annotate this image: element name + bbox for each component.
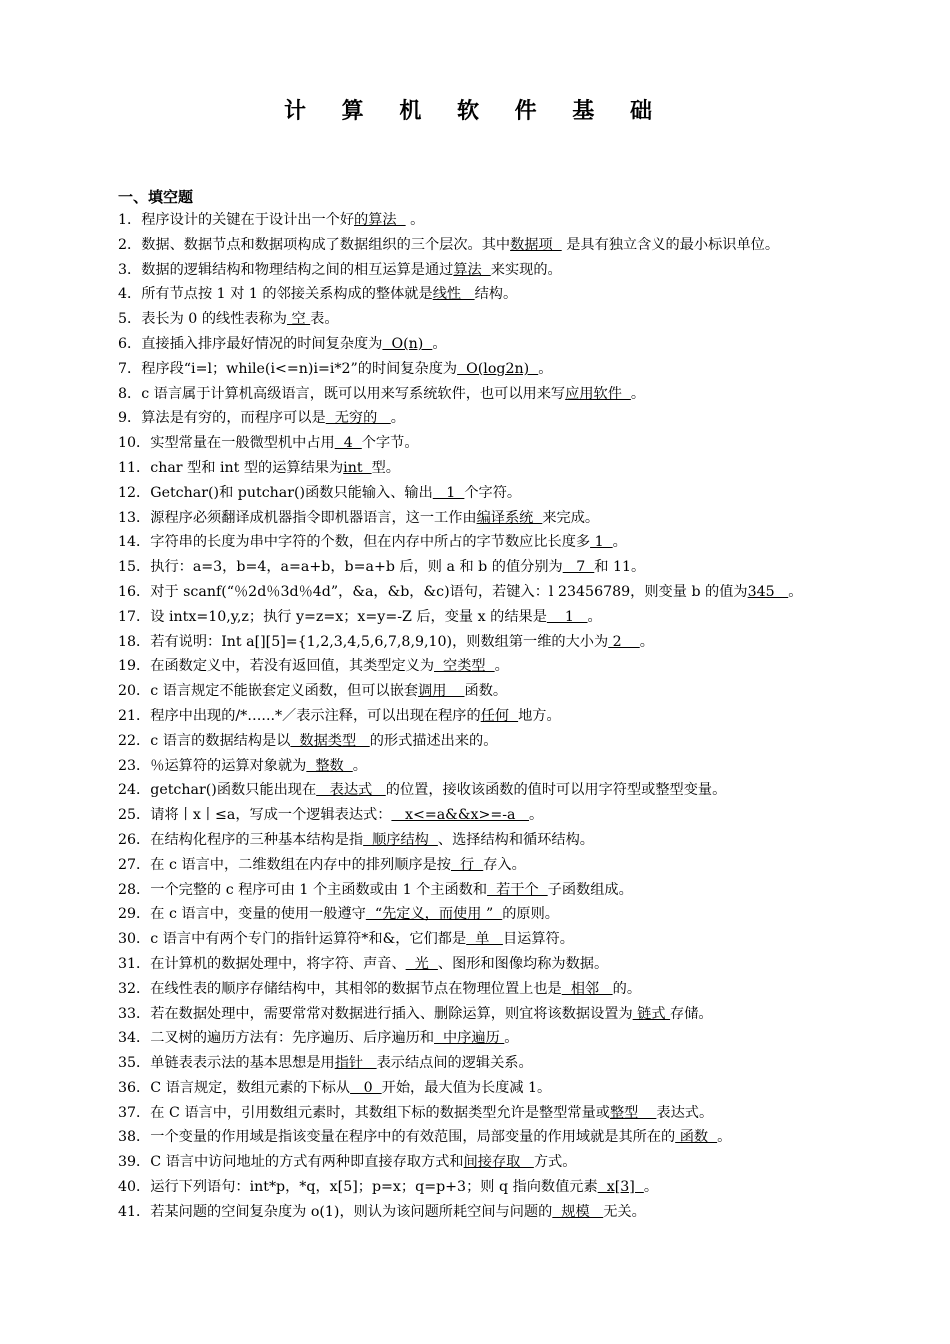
question-number: 7． — [118, 360, 142, 377]
answer-blank: 相邻 — [561, 980, 613, 997]
question-text: 若某问题的空间复杂度为 o(1)，则认为该问题所耗空间与问题的 — [150, 1203, 553, 1220]
question-text-after: 。 — [529, 807, 544, 824]
question-item — [118, 853, 834, 878]
question-item — [118, 952, 834, 977]
question-number: 14． — [118, 534, 151, 551]
question-text-after: 。 — [612, 534, 627, 551]
question-text-after: 、图形和图像均称为数据。 — [437, 955, 609, 972]
question-text: c 语言规定不能嵌套定义函数，但可以嵌套 — [150, 683, 419, 700]
answer-blank: 行 — [450, 856, 484, 873]
question-number: 33． — [118, 1005, 151, 1022]
answer-blank: 编译系统 — [476, 509, 543, 526]
question-item — [118, 803, 834, 828]
question-text-after: 的位置，接收该函数的值时可以用字符型或整型变量。 — [385, 782, 727, 799]
answer-blank: 1 — [546, 608, 588, 625]
question-item — [118, 580, 834, 605]
question-number: 41． — [118, 1203, 151, 1220]
question-number: 20． — [118, 683, 151, 700]
question-text-after: 方式。 — [533, 1154, 577, 1171]
question-item — [118, 902, 834, 927]
answer-blank: 规模 — [552, 1203, 604, 1220]
question-text-after: 。 — [630, 385, 646, 402]
question-text: 在计算机的数据处理中，将字符、声音、 — [150, 955, 406, 972]
question-text-after: 的。 — [612, 980, 642, 997]
question-text: C 语言中访问地址的方式有两种即直接存取方式和 — [150, 1154, 464, 1171]
question-text-after: 子函数组成。 — [547, 881, 633, 898]
question-item — [118, 456, 834, 481]
answer-blank: 任何 — [480, 707, 519, 724]
question-number: 39． — [118, 1154, 151, 1171]
question-item — [118, 1076, 834, 1101]
question-text-after: 目运算符。 — [502, 931, 574, 948]
answer-blank: O(n) — [382, 335, 433, 352]
question-text-after: 函数。 — [464, 683, 508, 700]
question-text-after: 开始，最大值为长度减 1。 — [381, 1079, 552, 1096]
answer-blank: 单 — [466, 931, 503, 948]
answer-blank: 整数 — [306, 757, 353, 774]
question-number: 21． — [118, 707, 151, 724]
question-text-after: 结构。 — [474, 286, 518, 303]
question-text-after: 。 — [432, 335, 447, 352]
question-text-after: 。 — [504, 1030, 519, 1047]
question-number: 10． — [118, 435, 151, 452]
answer-blank: 345 — [747, 583, 789, 600]
question-number: 3． — [118, 261, 142, 278]
question-number: 28． — [118, 881, 151, 898]
question-number: 16． — [118, 583, 151, 600]
question-item — [118, 258, 834, 283]
question-text-after: 。 — [390, 410, 405, 427]
section-heading: 一、填空题 — [118, 188, 194, 206]
answer-blank: 1 — [590, 534, 613, 551]
question-text: 数据、数据节点和数据项构成了数据组织的三个层次。其中 — [141, 236, 511, 253]
question-text: 程序段“i=l；while(i<=n)i=i*2”的时间复杂度为 — [141, 360, 458, 377]
question-text-after: 地方。 — [518, 707, 561, 724]
question-text-after: 表达式。 — [656, 1104, 714, 1121]
question-number: 23． — [118, 757, 151, 774]
question-text-after: 的原则。 — [502, 906, 559, 923]
question-item — [118, 1051, 834, 1076]
question-number: 8． — [118, 385, 142, 402]
question-text-after: 。 — [352, 757, 367, 774]
question-item — [118, 630, 834, 655]
question-text: C 语言规定，数组元素的下标从 — [150, 1079, 351, 1096]
question-text: 直接插入排序最好情况的时间复杂度为 — [141, 335, 383, 352]
question-item — [118, 878, 834, 903]
answer-blank: 应用软件 — [565, 385, 631, 402]
question-number: 31． — [118, 955, 151, 972]
question-number: 6． — [118, 335, 142, 352]
question-item — [118, 357, 834, 382]
question-text-after: 的形式描述出来的。 — [369, 732, 498, 749]
question-number: 35． — [118, 1055, 151, 1072]
answer-blank: 0 — [350, 1079, 382, 1096]
question-text-after: 表示结点间的逻辑关系。 — [376, 1055, 533, 1072]
question-number: 25． — [118, 807, 151, 824]
question-item — [118, 605, 834, 630]
question-item — [118, 754, 834, 779]
answer-blank: x<=a&&x>=-a — [391, 807, 530, 824]
question-text: 程序设计的关键在于设计出一个好 — [141, 212, 355, 228]
answer-blank: 若干个 — [487, 881, 548, 898]
question-item — [118, 1150, 834, 1175]
question-number: 36． — [118, 1079, 151, 1096]
question-item — [118, 282, 834, 307]
question-text: getchar()函数只能出现在 — [150, 782, 317, 799]
question-text: 设 intx=10,y,z；执行 y=z=x；x=y=-Z 后，变量 x 的结果是 — [150, 608, 547, 625]
question-item — [118, 828, 834, 853]
answer-blank: 函数 — [675, 1129, 718, 1146]
question-text-after: 。 — [643, 1179, 659, 1196]
question-text: 执行：a=3，b=4，a=a+b，b=a+b 后，则 a 和 b 的值分别为 — [150, 559, 563, 576]
question-item — [118, 1175, 834, 1200]
answer-blank: 表达式 — [316, 782, 386, 799]
question-number: 4． — [118, 286, 142, 303]
answer-blank: 空 — [286, 311, 311, 328]
question-text: 源程序必须翻译成机器指令即机器语言，这一工作由 — [150, 509, 477, 526]
question-text: 一个变量的作用域是指该变量在程序中的有效范围，局部变量的作用域就是其所在的 — [150, 1129, 676, 1146]
question-text: 实型常量在一般微型机中占用 — [150, 435, 335, 452]
question-item — [118, 704, 834, 729]
answer-blank: 7 — [562, 559, 595, 576]
question-item — [118, 382, 834, 407]
question-text-after: 个字节。 — [361, 435, 419, 452]
question-item — [118, 679, 834, 704]
question-number: 27． — [118, 856, 151, 873]
question-number: 2． — [118, 236, 142, 253]
answer-blank: int — [343, 459, 372, 476]
question-text-after: 型。 — [371, 459, 400, 476]
question-text-after: 。 — [494, 658, 509, 675]
answer-blank: 空类型 — [434, 658, 495, 675]
question-text-after: 表。 — [310, 311, 339, 328]
question-text-after: 。 — [587, 608, 602, 625]
question-text: c 语言属于计算机高级语言，既可以用来写系统软件，也可以用来写 — [141, 385, 566, 402]
question-text-after: 。 — [538, 360, 553, 377]
question-text: 若在数据处理中，需要常常对数据进行插入、删除运算，则宜将该数据设置为 — [150, 1005, 633, 1022]
question-number: 40． — [118, 1179, 151, 1196]
question-number: 12． — [118, 484, 151, 501]
answer-blank: 调用 — [418, 683, 465, 700]
question-text: 对于 scanf(“％2d％3d％4d”，&a，&b，&c)语句，若键入：l 23456789，则变量 b 的值为 — [150, 583, 748, 600]
question-text: Getchar()和 putchar()函数只能输入、输出 — [150, 484, 433, 501]
question-text: 在 c 语言中，二维数组在内存中的排列顺序是按 — [150, 856, 451, 873]
question-number: 32． — [118, 980, 151, 997]
question-text: ％运算符的运算对象就为 — [150, 757, 307, 774]
question-text: 请将丨x丨≤a，写成一个逻辑表达式： — [150, 807, 392, 824]
page-title: 计 算 机 软 件 基 础 — [284, 98, 666, 124]
question-text-after: 来完成。 — [542, 509, 600, 526]
question-number: 5． — [118, 311, 142, 328]
question-text-after: 。 — [405, 212, 425, 228]
answer-blank: 顺序结构 — [363, 831, 438, 848]
question-item — [118, 481, 834, 506]
answer-blank: 中序遍历 — [434, 1030, 505, 1047]
question-text-after: 是具有独立含义的最小标识单位。 — [561, 236, 780, 253]
question-text: 在 C 语言中，引用数组元素时，其数组下标的数据类型允许是整型常量或 — [150, 1104, 610, 1121]
question-number: 34． — [118, 1030, 151, 1047]
answer-blank: 无穷的 — [325, 410, 391, 427]
question-text: 单链表表示法的基本思想是用 — [150, 1055, 335, 1072]
question-item — [118, 1002, 834, 1027]
question-text-after: 来实现的。 — [490, 261, 562, 278]
question-item — [118, 332, 834, 357]
question-text: 若有说明：Int a[][5]={1,2,3,4,5,6,7,8,9,10)，则数组第一维的大小为 — [150, 633, 609, 650]
question-text: 在结构化程序的三种基本结构是指 — [150, 831, 364, 848]
question-text: 二叉树的遍历方法有：先序遍历、后序遍历和 — [150, 1030, 435, 1047]
question-item — [118, 555, 834, 580]
question-text: 一个完整的 c 程序可由 1 个主函数或由 1 个主函数和 — [150, 881, 488, 898]
answer-blank: 间接存取 — [463, 1154, 534, 1171]
question-item — [118, 778, 834, 803]
question-item — [118, 208, 834, 233]
question-item — [118, 406, 834, 431]
question-text-after: 、选择结构和循环结构。 — [437, 831, 594, 848]
question-text-after: 。 — [788, 583, 803, 600]
question-text: c 语言的数据结构是以 — [150, 732, 291, 749]
question-number: 29． — [118, 906, 151, 923]
question-text: 在 c 语言中，变量的使用一般遵守 — [150, 906, 366, 923]
question-text: char 型和 int 型的运算结果为 — [150, 459, 344, 476]
question-text: 在线性表的顺序存储结构中，其相邻的数据节点在物理位置上也是 — [150, 980, 562, 997]
question-text: c 语言中有两个专门的指针运算符*和&，它们都是 — [150, 931, 467, 948]
question-text: 字符串的长度为串中字符的个数，但在内存中所占的字节数应比长度多 — [150, 534, 591, 551]
question-item — [118, 431, 834, 456]
question-number: 38． — [118, 1129, 151, 1146]
question-text: 运行下列语句：int*p，*q，x[5]；p=x；q=p+3；则 q 指向数值元素 — [150, 1179, 598, 1196]
question-text: 所有节点按 1 对 1 的邻接关系构成的整体就是 — [141, 286, 433, 303]
question-text-after: 。 — [717, 1129, 732, 1146]
question-number: 13． — [118, 509, 151, 526]
question-number: 1． — [118, 212, 142, 228]
answer-blank: 光 — [405, 955, 438, 972]
question-item — [118, 1101, 834, 1126]
question-number: 15． — [118, 559, 151, 576]
question-item — [118, 530, 834, 555]
question-item — [118, 506, 834, 531]
question-item — [118, 1125, 834, 1150]
answer-blank: 指针 — [334, 1055, 377, 1072]
question-number: 17． — [118, 608, 151, 625]
question-number: 30． — [118, 931, 151, 948]
question-number: 11． — [118, 459, 151, 476]
question-text: 程序中出现的/*…...*／表示注释，可以出现在程序的 — [150, 707, 481, 724]
question-text: 表长为 0 的线性表称为 — [141, 311, 287, 328]
answer-blank: 数据类型 — [290, 732, 370, 749]
question-text-after: 存储。 — [670, 1005, 713, 1022]
answer-blank: 整型 — [609, 1104, 657, 1121]
question-text-after: 无关。 — [603, 1203, 646, 1220]
question-number: 22． — [118, 732, 151, 749]
question-text-after: 和 11。 — [594, 559, 646, 576]
answer-blank: O(log2n) — [457, 360, 539, 377]
question-text-after: 个字符。 — [464, 484, 522, 501]
answer-blank: 的算法 — [354, 212, 406, 228]
question-item — [118, 1026, 834, 1051]
question-item — [118, 307, 834, 332]
answer-blank: “先定义，而使用 ” — [365, 906, 503, 923]
question-number: 19． — [118, 658, 151, 675]
question-text: 算法是有穷的，而程序可以是 — [141, 410, 326, 427]
question-number: 9． — [118, 410, 142, 427]
question-text: 数据的逻辑结构和物理结构之间的相互运算是通过 — [141, 261, 454, 278]
question-item — [118, 654, 834, 679]
question-item — [118, 729, 834, 754]
answer-blank: 算法 — [453, 261, 491, 278]
question-number: 24． — [118, 782, 151, 799]
question-number: 18． — [118, 633, 151, 650]
answer-blank: 数据项 — [510, 236, 562, 253]
question-text-after: 存入。 — [483, 856, 526, 873]
question-item — [118, 233, 834, 258]
answer-blank: x[3] — [597, 1179, 644, 1196]
question-item — [118, 1200, 834, 1225]
answer-blank: 线性 — [432, 286, 475, 303]
answer-blank: 2 — [608, 633, 640, 650]
question-text: 在函数定义中，若没有返回值，其类型定义为 — [150, 658, 435, 675]
question-list — [118, 208, 834, 1225]
answer-blank: 链式 — [632, 1005, 671, 1022]
question-item — [118, 977, 834, 1002]
question-text-after: 。 — [639, 633, 654, 650]
question-number: 37． — [118, 1104, 151, 1121]
question-item — [118, 927, 834, 952]
answer-blank: 1 — [432, 484, 465, 501]
question-number: 26． — [118, 831, 151, 848]
answer-blank: 4 — [334, 435, 362, 452]
